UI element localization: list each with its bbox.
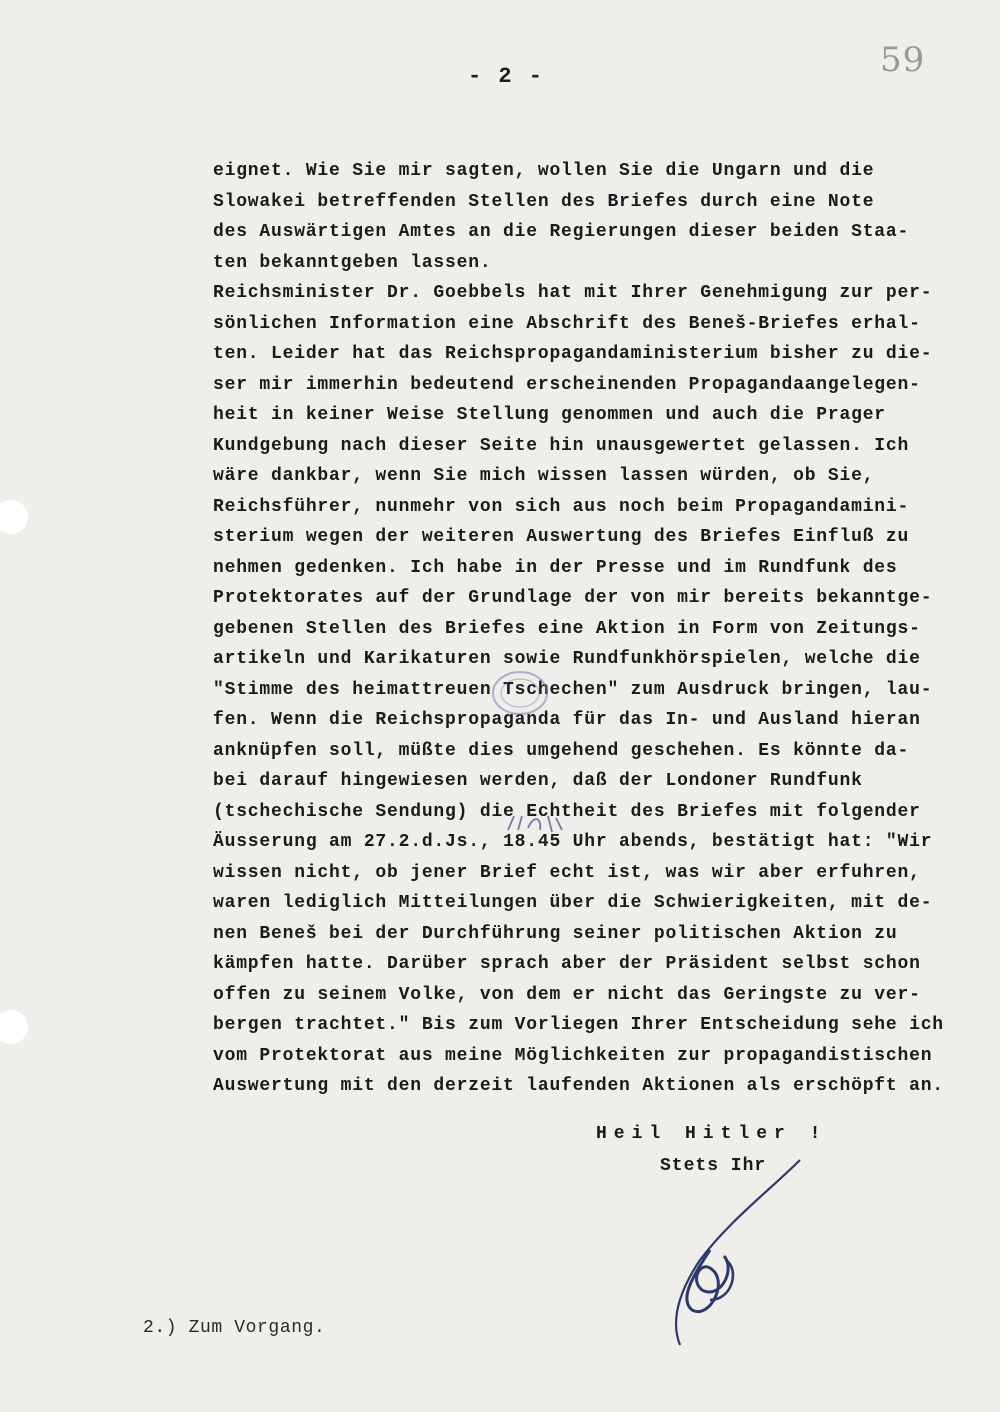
body-line: offen zu seinem Volke, von dem er nicht das Geringste zu ver- <box>213 984 921 1005</box>
body-line: eignet. Wie Sie mir sagten, wollen Sie die Ungarn und die <box>213 161 875 181</box>
body-line: des Auswärtigen Amtes an die Regierungen dieser beiden Staa- <box>213 222 910 242</box>
body-line: sönlichen Information eine Abschrift des Beneš-Briefes erhal- <box>213 313 921 334</box>
body-line: artikeln und Karikaturen sowie Rundfunkhörspielen, welche die <box>213 649 921 669</box>
body-line: gebenen Stellen des Briefes eine Aktion in Form von Zeitungs- <box>213 618 921 639</box>
body-line: Äusserung am 27.2.d.Js., 18.45 Uhr abends, bestätigt hat: "Wir <box>213 832 933 852</box>
body-line: Kundgebung nach dieser Seite hin unausgewertet gelassen. Ich <box>213 435 910 456</box>
body-line: (tschechische Sendung) die Echtheit des Briefes mit folgender <box>213 801 921 822</box>
footnote: 2.) Zum Vorgang. <box>143 1318 326 1338</box>
punch-hole-bottom <box>0 1010 28 1044</box>
body-line: bergen trachtet." Bis zum Vorliegen Ihrer Entscheidung sehe ich <box>213 1015 944 1035</box>
body-line: nen Beneš bei der Durchführung seiner politischen Aktion zu <box>213 923 898 944</box>
body-line: anknüpfen soll, müßte dies umgehend geschehen. Es könnte da- <box>213 740 910 761</box>
body-line: sterium wegen der weiteren Auswertung des Briefes Einfluß zu <box>213 527 910 547</box>
letter-body <box>213 156 1000 1102</box>
closing-salutation: Heil Hitler ! <box>596 1124 828 1144</box>
body-line: Protektorates auf der Grundlage der von mir bereits bekanntge- <box>213 588 933 608</box>
body-line: ten. Leider hat das Reichspropagandaministerium bisher zu die- <box>213 344 933 364</box>
handwritten-signature <box>640 1150 810 1350</box>
body-line: ser mir immerhin bedeutend erscheinenden Propagandaangelegen- <box>213 374 921 395</box>
body-line: Reichsminister Dr. Goebbels hat mit Ihrer Genehmigung zur per- <box>213 283 933 303</box>
handwritten-annotation <box>500 808 580 838</box>
body-line: ten bekanntgeben lassen. <box>213 252 492 273</box>
body-line: kämpfen hatte. Darüber sprach aber der Präsident selbst schon <box>213 954 921 974</box>
body-line: "Stimme des heimattreuen Tschechen" zum Ausdruck bringen, lau- <box>213 679 933 700</box>
body-line: bei darauf hingewiesen werden, daß der Londoner Rundfunk <box>213 771 863 791</box>
stamp-mark <box>490 668 550 718</box>
body-line: Reichsführer, nunmehr von sich aus noch beim Propagandamini- <box>213 496 910 517</box>
body-line: wäre dankbar, wenn Sie mich wissen lassen würden, ob Sie, <box>213 466 875 486</box>
body-line: Slowakei betreffenden Stellen des Briefes durch eine Note <box>213 191 875 212</box>
closing-sign-off: Stets Ihr <box>660 1156 767 1176</box>
body-line: nehmen gedenken. Ich habe in der Presse und im Rundfunk des <box>213 557 898 578</box>
body-line: vom Protektorat aus meine Möglichkeiten zur propagandistischen <box>213 1045 933 1066</box>
body-line: waren lediglich Mitteilungen über die Schwierigkeiten, mit de- <box>213 893 933 913</box>
page-number: - 2 - <box>468 64 545 89</box>
body-line: heit in keiner Weise Stellung genommen und auch die Prager <box>213 405 886 425</box>
folio-number: 59 <box>880 40 926 80</box>
body-line: wissen nicht, ob jener Brief echt ist, was wir aber erfuhren, <box>213 862 921 883</box>
punch-hole-top <box>0 500 28 534</box>
body-line: Auswertung mit den derzeit laufenden Aktionen als erschöpft an. <box>213 1076 944 1096</box>
body-line: fen. Wenn die Reichspropaganda für das In- und Ausland hieran <box>213 710 921 730</box>
